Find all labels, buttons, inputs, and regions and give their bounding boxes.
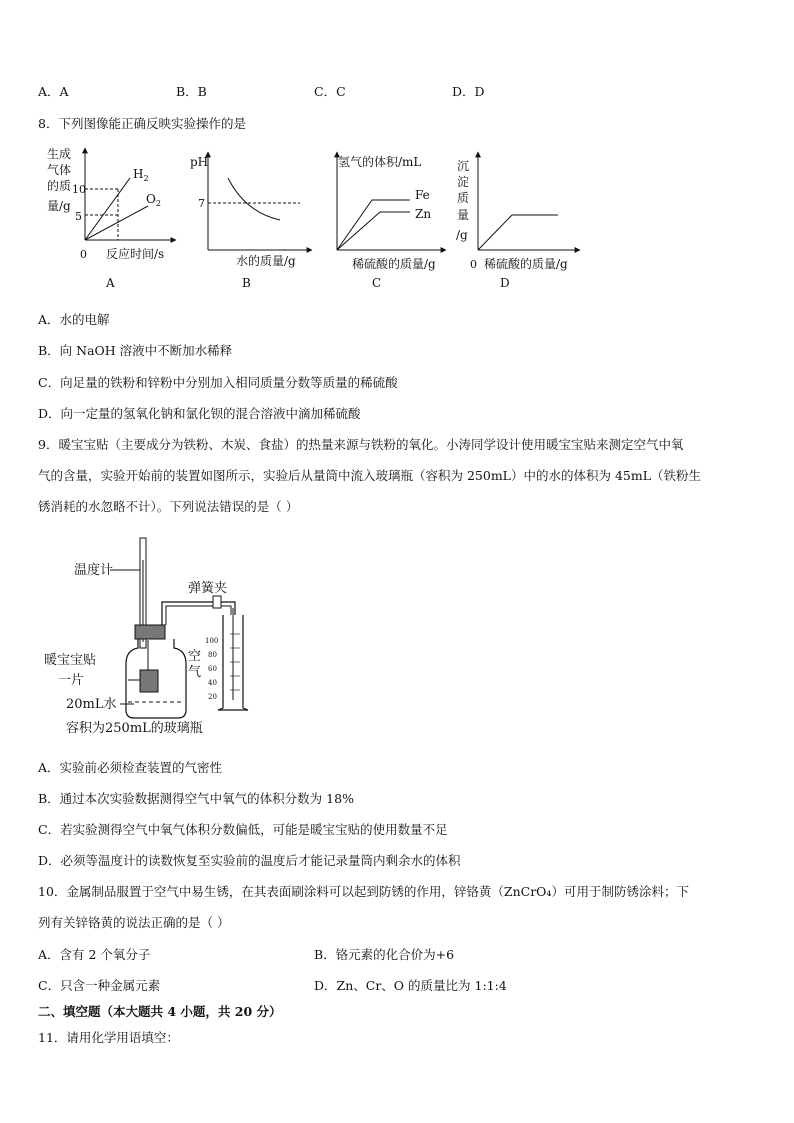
q10-stem-line-2: 列有关锌铬黄的说法正确的是（ ） [38,915,230,930]
q10-option-d: D．Zn、Cr、O 的质量比为 1:1:4 [314,978,507,993]
cyl-tick-80: 80 [208,651,217,659]
q9-option-d: D．必须等温度计的读数恢复至实验前的温度后才能记录量筒内剩余水的体积 [38,853,461,868]
q8-graphs [0,140,794,315]
graph-b-curve [228,178,280,220]
graph-a-ylabel-3: 的质 [47,179,72,193]
pad-label-2: 一片 [58,673,85,688]
graph-a [47,146,176,290]
graph-a-xlabel: 反应时间/s [106,247,165,261]
q8-option-b: B．向 NaOH 溶液中不断加水稀释 [38,343,233,358]
graph-c-xlabel: 稀硫酸的质量/g [352,257,436,271]
q7-option-b: B．B [176,84,207,99]
cyl-tick-40: 40 [208,679,217,687]
graph-a-tick-10: 10 [72,183,86,196]
q10-stem-line-1: 10．金属制品服置于空气中易生锈，在其表面刷涂料可以起到防锈的作用，锌铬黄（ZnCrO₄）可用于制防锈涂料；下 [38,884,689,899]
cyl-tick-60: 60 [208,665,217,673]
graph-a-ylabel-1: 生成 [47,147,72,161]
q9-option-a: A．实验前必须检查装置的气密性 [38,760,223,775]
graph-a-o2-label: $O_2$ [146,192,161,208]
graph-a-caption: A [106,276,115,290]
q7-option-c: C．C [314,84,346,99]
graph-c-line-zn [337,212,410,250]
graph-d-ylabel-3: 质 [457,191,470,205]
thermometer-label: 温度计 [74,563,114,578]
graph-c-caption: C [372,276,382,290]
graph-c-line-fe [337,200,410,250]
q10-option-c: C．只含一种金属元素 [38,978,161,993]
air-label-2: 气 [188,665,202,680]
cyl-tick-20: 20 [208,693,217,701]
pad-label-1: 暖宝宝贴 [44,653,97,668]
graph-a-h2-label: $H_2$ [133,167,149,183]
graph-d [456,152,580,290]
q9-option-c: C．若实验测得空气中氧气体积分数偏低，可能是暖宝宝贴的使用数量不足 [38,822,448,837]
graph-a-tick-5: 5 [75,210,82,223]
q10-option-b: B．铬元素的化合价为+6 [314,947,455,962]
q8-option-a: A．水的电解 [38,312,110,327]
section-2-heading: 二、填空题（本大题共 4 小题，共 20 分） [38,1004,282,1019]
cyl-tick-100: 100 [205,637,219,645]
spring-clamp [213,596,221,608]
q10-option-a: A．含有 2 个氧分子 [38,947,151,962]
q9-stem-line-2: 气的含量，实验开始前的装置如图所示，实验后从量筒中流入玻璃瓶（容积为 250mL）中的水的体积为 45mL（铁粉生 [38,468,702,483]
graph-c-zn-label: Zn [415,207,432,221]
warmer-pad [140,670,158,692]
graph-d-xlabel: 稀硫酸的质量/g [484,257,568,271]
graph-c-ylabel: 氢气的体积/mL [338,155,422,169]
clamp-label: 弹簧夹 [188,581,228,596]
bottle-label: 容积为250mL的玻璃瓶 [66,721,203,736]
graph-c-fe-label: Fe [415,188,430,202]
graph-d-ylabel-1: 沉 [457,159,470,173]
q7-option-a: A．A [38,84,69,99]
graph-d-line [478,215,558,250]
graph-b [190,152,312,290]
graph-b-xlabel: 水的质量/g [236,254,296,268]
graph-d-ylabel-2: 淀 [457,175,470,189]
stopper [135,625,165,639]
q9-stem-line-1: 9．暖宝宝贴（主要成分为铁粉、木炭、食盐）的热量来源与铁粉的氧化。小涛同学设计使用暖宝宝贴来测定空气中氧 [38,437,684,452]
q8-stem: 8．下列图像能正确反映实验操作的是 [38,116,246,131]
water-label: 20mL水 [66,697,117,712]
q8-option-c: C．向足量的铁粉和锌粉中分别加入相同质量分数等质量的稀硫酸 [38,375,398,390]
graph-a-ylabel-4: 量/g [47,199,71,213]
air-label-1: 空 [188,649,202,664]
graph-a-origin: 0 [80,248,87,261]
graph-c [337,152,446,290]
q9-apparatus [30,530,290,745]
graph-b-tick-7: 7 [198,197,205,210]
graph-d-ylabel-5: /g [456,228,468,242]
graph-d-caption: D [500,276,510,290]
q7-option-d: D．D [452,84,485,99]
graph-a-line-o2 [85,206,148,240]
graph-d-ylabel-4: 量 [457,208,470,222]
q9-stem-line-3: 锈消耗的水忽略不计）。下列说法错误的是（ ） [38,499,299,514]
q11-stem: 11．请用化学用语填空： [38,1030,179,1045]
q9-option-b: B．通过本次实验数据测得空气中氧气的体积分数为 18% [38,791,354,806]
graph-a-ylabel-2: 气体 [47,163,72,177]
graph-a-line-h2 [85,178,130,240]
graph-d-origin: 0 [470,258,477,271]
graph-b-ylabel: pH [190,155,209,169]
glass-tube [162,602,235,625]
q8-option-d: D．向一定量的氢氧化钠和氯化钡的混合溶液中滴加稀硫酸 [38,406,361,421]
graph-b-caption: B [242,276,251,290]
